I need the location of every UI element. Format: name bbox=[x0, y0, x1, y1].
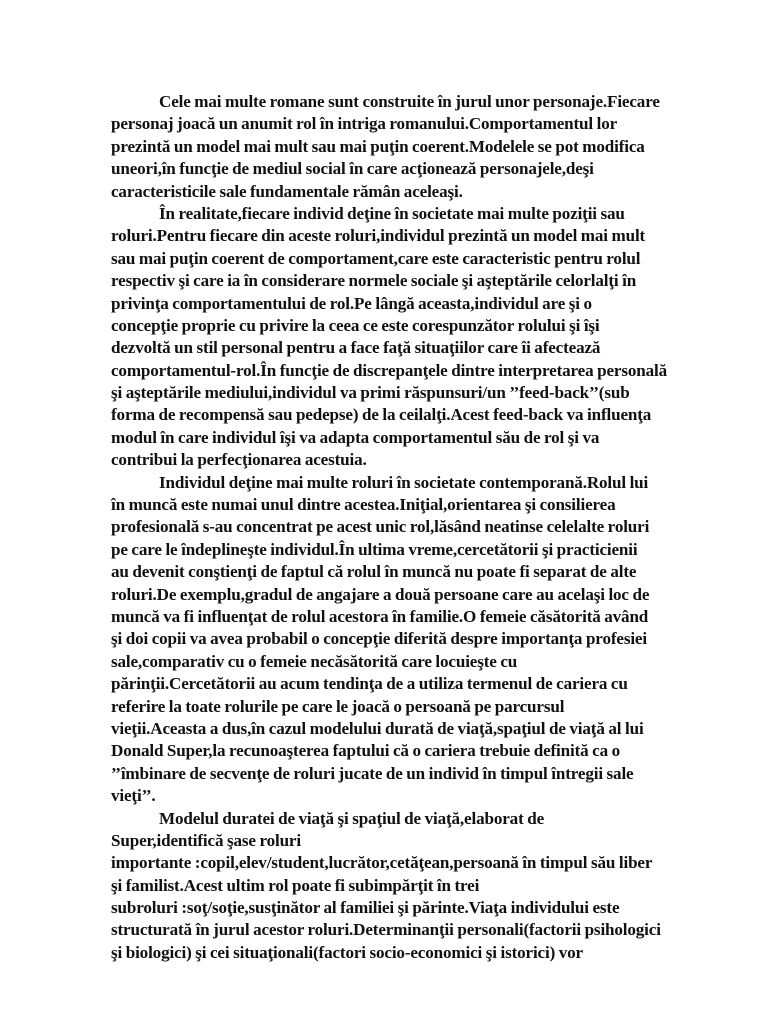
text-line: muncă va fi influenţat de rolul acestora în familie.O femeie căsătorită având bbox=[111, 606, 649, 626]
text-line: Donald Super,la recunoaşterea faptului că o cariera trebuie definită ca o bbox=[111, 741, 621, 761]
text-line: uneori,în funcţie de mediul social în care acţionează personajele,deşi bbox=[111, 159, 594, 179]
text-line: pe care le îndeplineşte individul.În ultima vreme,cercetătorii şi practicienii bbox=[111, 539, 638, 559]
text-line: vieţi’’. bbox=[111, 786, 156, 806]
text-line: forma de recompensă sau pedepse) de la ceilalţi.Acest feed-back va influenţa bbox=[111, 405, 652, 425]
text-line: importante :copil,elev/student,lucrător,cetăţean,persoană în timpul său liber bbox=[111, 853, 653, 873]
text-line: privinţa comportamentului de rol.Pe lângă aceasta,individul are şi o bbox=[111, 293, 592, 313]
text-line: modul în care individul îşi va adapta comportamentul său de rol şi va bbox=[111, 427, 600, 447]
text-line: sale,comparativ cu o femeie necăsătorită care locuieşte cu bbox=[111, 651, 518, 671]
text-line: au devenit conştienţi de faptul că rolul în muncă nu poate fi separat de alte bbox=[111, 562, 637, 582]
paragraph-first-line: În realitate,fiecare individ deţine în societate mai multe poziţii sau bbox=[159, 203, 625, 223]
paragraph-first-line: Cele mai multe romane sunt construite în jurul unor personaje.Fiecare bbox=[159, 92, 660, 111]
document-body-text bbox=[111, 91, 667, 964]
paragraph-first-line: Modelul duratei de viaţă şi spaţiul de viaţă,elaborat de bbox=[159, 808, 545, 828]
text-line: concepţie proprie cu privire la ceea ce este corespunzător rolului şi îşi bbox=[111, 315, 600, 335]
text-line: şi aşteptările mediului,individul va primi răspunsuri/un ’’feed-back’’(sub bbox=[111, 383, 630, 403]
text-line: profesională s-au concentrat pe acest unic rol,lăsând neatinse celelalte roluri bbox=[111, 517, 650, 537]
text-line: părinţii.Cercetătorii au acum tendinţa de a utiliza termenul de cariera cu bbox=[111, 674, 628, 694]
text-line: şi biologici) şi cei situaţionali(factori socio-economici şi istorici) vor bbox=[111, 942, 583, 962]
text-line: comportamentul-rol.În funcţie de discrepanţele dintre interpretarea personală bbox=[111, 360, 667, 380]
text-line: vieţii.Aceasta a dus,în cazul modelului durată de viaţă,spaţiul de viaţă al lui bbox=[111, 718, 644, 738]
text-line: dezvoltă un stil personal pentru a face faţă situaţiilor care îi afectează bbox=[111, 338, 601, 358]
text-line: şi familist.Acest ultim rol poate fi subimpărţit în trei bbox=[111, 875, 480, 895]
text-line: roluri.De exemplu,gradul de angajare a două persoane care au acelaşi loc de bbox=[111, 584, 650, 604]
text-line: prezintă un model mai mult sau mai puţin coerent.Modelele se pot modifica bbox=[111, 136, 645, 156]
text-line: roluri.Pentru fiecare din aceste roluri,individul prezintă un model mai mult bbox=[111, 226, 646, 246]
text-line: ’’îmbinare de secvenţe de roluri jucate de un individ în timpul întregii sale bbox=[111, 763, 634, 783]
text-line: în muncă este numai unul dintre acestea.Iniţial,orientarea şi consilierea bbox=[111, 495, 616, 515]
text-line: subroluri :soţ/soţie,susţinător al familiei şi părinte.Viaţa individului este bbox=[111, 898, 620, 918]
text-line: respectiv şi care ia în considerare normele sociale şi aşteptările celorlalţi în bbox=[111, 271, 637, 291]
text-line: personaj joacă un anumit rol în intriga romanului.Comportamentul lor bbox=[111, 114, 618, 134]
text-line: sau mai puţin coerent de comportament,care este caracteristic pentru rolul bbox=[111, 248, 641, 268]
text-line: referire la toate rolurile pe care le joacă o persoană pe parcursul bbox=[111, 696, 565, 716]
text-line: caracteristicile sale fundamentale rămân aceleaşi. bbox=[111, 181, 463, 201]
paragraph-first-line: Individul deţine mai multe roluri în societate contemporană.Rolul lui bbox=[159, 472, 649, 492]
text-line: contribui la perfecţionarea acestuia. bbox=[111, 450, 367, 470]
text-line: structurată în jurul acestor roluri.Determinanţii personali(factorii psihologici bbox=[111, 920, 661, 940]
text-line: Super,identifică şase roluri bbox=[111, 830, 301, 850]
text-line: şi doi copii va avea probabil o concepţie diferită despre importanţa profesiei bbox=[111, 629, 647, 649]
